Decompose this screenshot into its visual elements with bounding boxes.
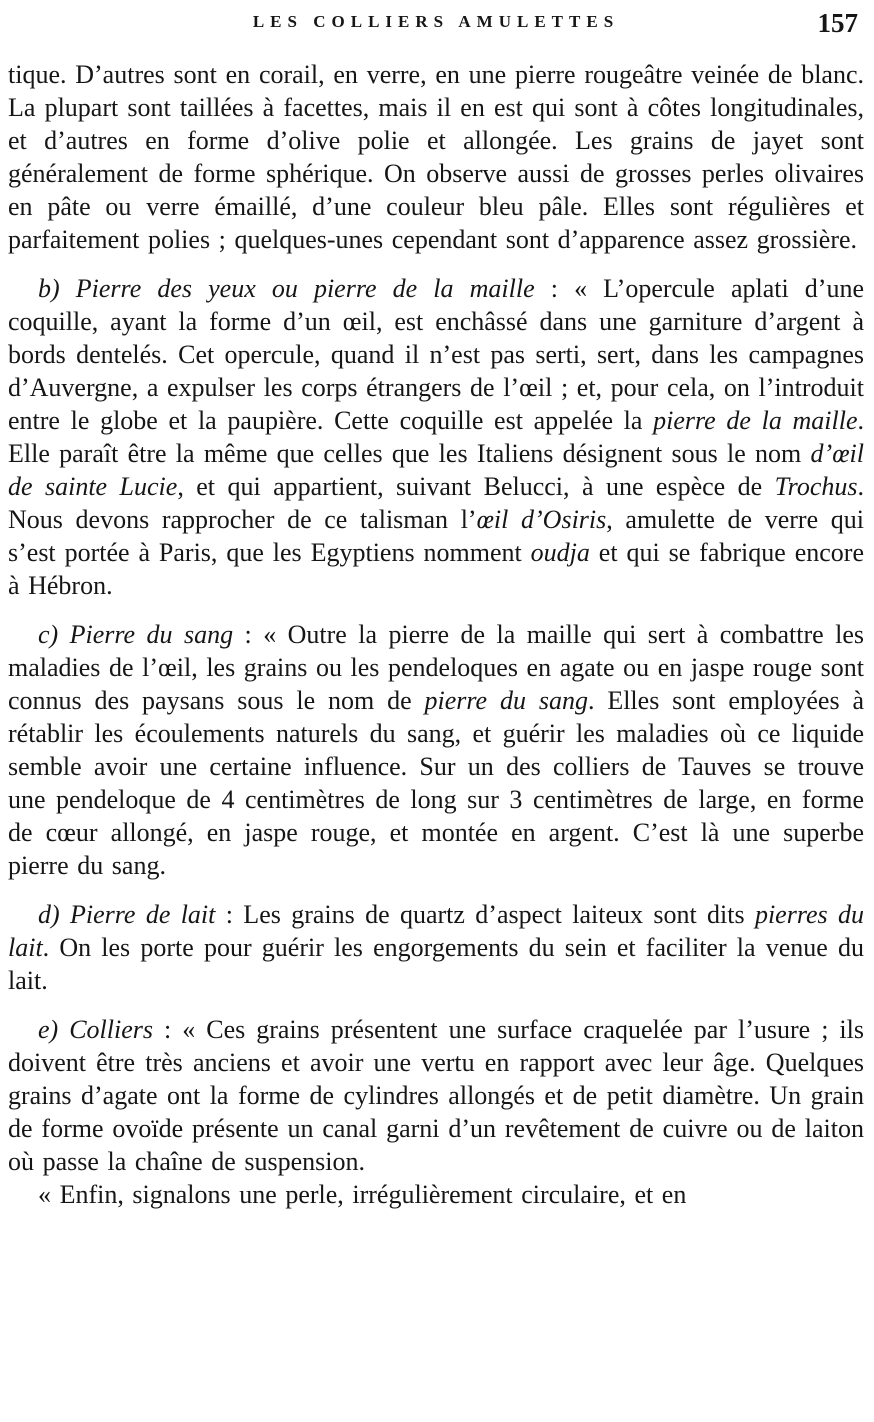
paragraph: [8, 1013, 864, 1178]
text-run-italic: oudja: [530, 538, 590, 567]
text-run-italic: Trochus: [774, 472, 858, 501]
text-run-italic: b): [38, 274, 76, 303]
text-run: . On les porte pour guérir les engorgements du sein et faciliter la venue du lait.: [8, 933, 864, 995]
text-run: , amulette de verre qui s’est portée à Paris, que les Egyptiens nomment: [8, 505, 864, 567]
text-run-italic: pierre de la maille: [653, 406, 858, 435]
text-run: . Nous devons rapprocher de ce talisman l’: [8, 472, 864, 534]
text-run-italic: Pierre des yeux ou pierre de la maille: [75, 274, 535, 303]
page-header: [8, 8, 864, 44]
text-run-italic: Pierre de lait: [70, 900, 216, 929]
text-run-italic: pierre du sang: [424, 686, 588, 715]
text-run-italic: e): [38, 1015, 70, 1044]
text-run-italic: d): [38, 900, 71, 929]
paragraph: [8, 898, 864, 997]
text-run: : « Outre la pierre de la maille qui sert à combattre les maladies de l’œil, les grains ou les pendeloques en agate ou en jaspe rouge sont connus des paysans sous le nom de: [8, 620, 864, 715]
text-run: et qui se fabrique encore à Hébron.: [8, 538, 864, 600]
text-run: , et qui appartient, suivant Belucci, à une espèce de: [177, 472, 775, 501]
page-body: [8, 58, 864, 1211]
text-run-italic: d’œil de sainte Lucie: [8, 439, 864, 501]
paragraph: [8, 1178, 864, 1211]
text-run: : « Ces grains présentent une surface craquelée par l’usure ; ils doivent être très anciens et avoir une vertu en rapport avec leur âge. Quelques grains d’agate ont la forme de cylindres allongés et de petit diamètre. Un grain de forme ovoïde présente un canal garni d’un revêtement de cuivre ou de laiton où passe la chaîne de suspension.: [8, 1015, 864, 1176]
text-run-italic: œil d’Osiris: [476, 505, 607, 534]
text-run: : « L’opercule aplati d’une coquille, ayant la forme d’un œil, est enchâssé dans une garniture d’argent à bords dentelés. Cet opercule, quand il n’est pas serti, sert, dans les campagnes d’Auvergne, a expulser les corps étrangers de l’œil ; et, pour cela, on l’introduit entre le globe et la paupière. Cette coquille est appelée la: [8, 274, 865, 435]
paragraph: [8, 272, 864, 602]
text-run-italic: pierres du lait: [8, 900, 864, 962]
page-number: 157: [817, 8, 858, 38]
running-title: LES COLLIERS AMULETTES: [252, 12, 620, 31]
text-run: . Elles sont employées à rétablir les écoulements naturels du sang, et guérir les maladies où ce liquide semble avoir une certaine influence. Sur un des colliers de Tauves se trouve une pendeloque de 4 centimètres de long sur 3 centimètres de large, en forme de cœur allongé, en jaspe rouge, et montée en argent. C’est là une superbe pierre du sang.: [8, 686, 864, 880]
text-run: « Enfin, signalons une perle, irrégulièrement circulaire, et en: [38, 1180, 687, 1209]
text-run: tique. D’autres sont en corail, en verre, en une pierre rougeâtre veinée de blanc. La plupart sont taillées à facettes, mais il en est qui sont à côtes longitudinales, et d’autres en forme d’olive polie et allongée. Les grains de jayet sont généralement de forme sphérique. On observe aussi de grosses perles olivaires en pâte ou verre émaillé, d’une couleur bleu pâle. Elles sont régulières et parfaitement polies ; quelques-unes cependant sont d’apparence assez grossière.: [8, 60, 864, 254]
text-run-italic: Pierre du sang: [69, 620, 234, 649]
paragraph: [8, 618, 864, 882]
text-run-italic: c): [38, 620, 70, 649]
text-run: : Les grains de quartz d’aspect laiteux sont dits: [215, 900, 755, 929]
paragraph: [8, 58, 864, 256]
text-run: . Elle paraît être la même que celles que les Italiens désignent sous le nom: [8, 406, 864, 468]
text-run-italic: Colliers: [69, 1015, 153, 1044]
